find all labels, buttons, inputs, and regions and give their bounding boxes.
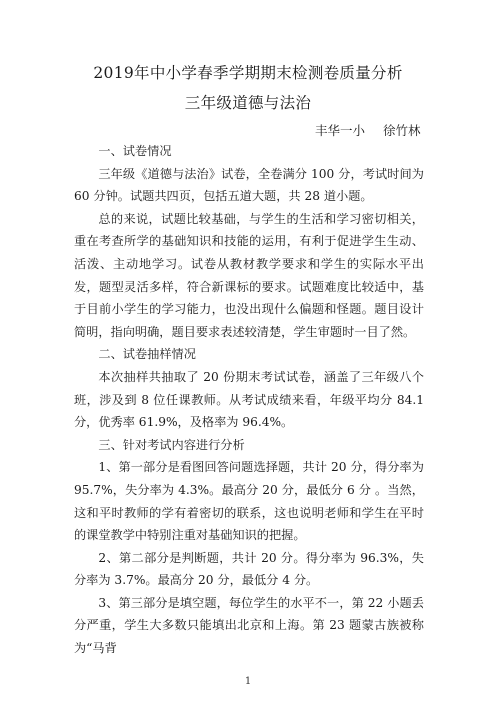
- section-heading-3: 三、针对考试内容进行分析: [98, 437, 245, 452]
- section-heading-1: 一、试卷情况: [98, 144, 172, 158]
- author-name: 徐竹林: [383, 123, 421, 138]
- paragraph: 本次抽样共抽取了 20 份期末考试试卷，涵盖了三年级八个班，涉及到 8 位任课教师。从考试成绩来看，年级平均分 84.1 分，优秀率 61.9%，及格率为 96.4%。: [74, 369, 424, 430]
- document-title: 2019年中小学春季学期期末检测卷质量分析: [93, 64, 403, 82]
- paragraph: 1、第一部分是看图回答问题选择题，共计 20 分，得分率为 95.7%，失分率为 4.3%。最高分 20 分，最低分 6 分 。当然，这和平时教师的学有着密切的联系，这也说明老师和学生在平时的课堂教学中特别注重对基础知识的把握。: [74, 460, 424, 543]
- page-number: 1: [244, 676, 252, 687]
- section-heading-2: 二、试卷抽样情况: [98, 347, 196, 362]
- paragraph: 3、第三部分是填空题，每位学生的水平不一，第 22 小题丢分严重，学生大多数只能填出北京和上海。第 23 题蒙古族被称为“马背: [74, 595, 424, 656]
- author-line: [315, 121, 421, 139]
- paragraph: 三年级《道德与法治》试卷，全卷满分 100 分，考试时间为 60 分钟。试题共四页，包括五道大题，共 28 道小题。: [74, 166, 424, 204]
- document-subtitle: 三年级道德与法治: [184, 94, 312, 112]
- author-school: 丰华一小: [315, 123, 366, 138]
- document-body: [74, 140, 424, 660]
- paragraph: 2、第二部分是判断题，共计 20 分。得分率为 96.3%，失分率为 3.7%。最高分 20 分，最低分 4 分。: [74, 550, 424, 588]
- paragraph: 总的来说，试题比较基础，与学生的生活和学习密切相关，重在考查所学的基础知识和技能的运用，有利于促进学生生动、活泼、主动地学习。试卷从教材教学要求和学生的实际水平出发，题型灵活多样，符合新课标的要求。试题难度比较适中，基于目前小学生的学习能力，也没出现什么偏题和怪题。题目设计简明，指向明确，题目要求表述较清楚，学生审题时一目了然。: [74, 211, 424, 339]
